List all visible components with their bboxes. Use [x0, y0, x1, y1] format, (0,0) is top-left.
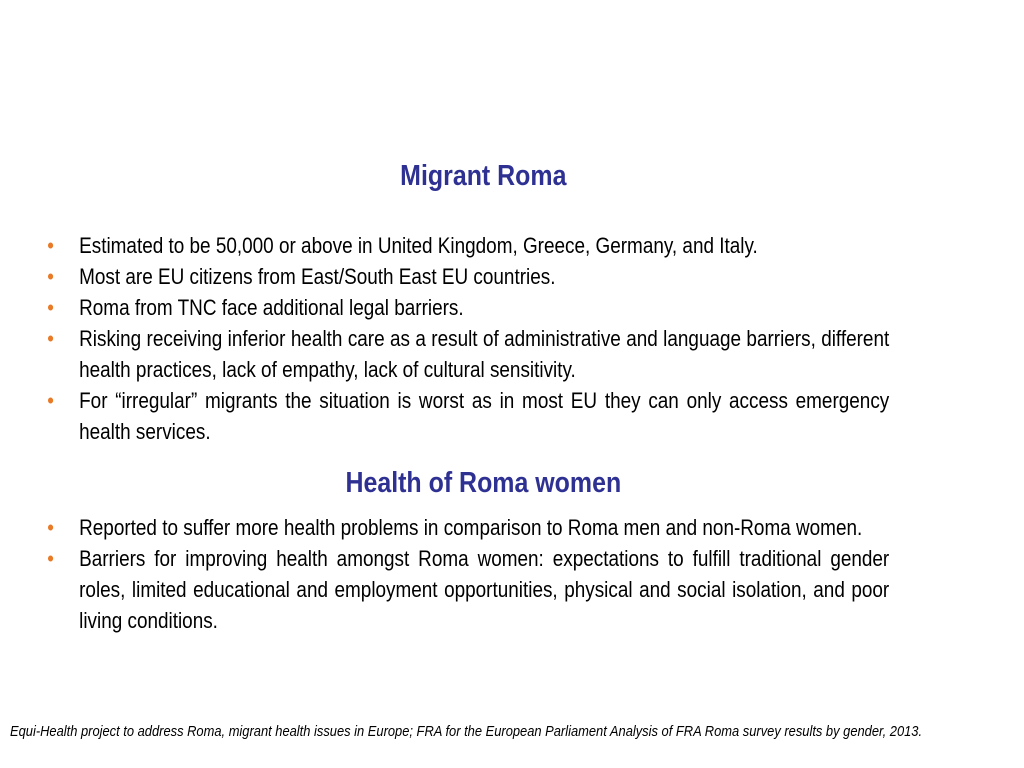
list-item	[0, 543, 889, 636]
list-item	[0, 230, 889, 261]
bullet-text: Roma from TNC face additional legal barriers.	[79, 295, 464, 320]
bullet-text: Estimated to be 50,000 or above in United Kingdom, Greece, Germany, and Italy.	[79, 233, 758, 258]
bullet-icon: •	[47, 264, 54, 289]
bullet-icon: •	[47, 295, 54, 320]
bullet-list-roma-women	[0, 512, 889, 636]
list-item	[0, 292, 889, 323]
bullet-text: Reported to suffer more health problems in comparison to Roma men and non-Roma women.	[79, 515, 863, 540]
bullet-text: Risking receiving inferior health care as a result of administrative and language barriers, different health practices, lack of empathy, lack of cultural sensitivity.	[79, 326, 890, 382]
bullet-list-migrant-roma	[0, 230, 889, 447]
bullet-text: Most are EU citizens from East/South East EU countries.	[79, 264, 556, 289]
bullet-icon: •	[47, 326, 54, 351]
bullet-icon: •	[47, 388, 54, 413]
list-item	[0, 385, 889, 447]
bullet-text: For “irregular” migrants the situation is worst as in most EU they can only access emergency health services.	[79, 388, 890, 444]
section-heading-roma-women: Health of Roma women	[345, 467, 622, 499]
list-item	[0, 512, 889, 543]
list-item	[0, 261, 889, 292]
bullet-text: Barriers for improving health amongst Roma women: expectations to fulfill traditional gender roles, limited educational and employment opportunities, physical and social isolation, and poor living conditions.	[79, 546, 890, 633]
list-item	[0, 323, 889, 385]
section-heading-migrant-roma: Migrant Roma	[400, 160, 567, 192]
bullet-icon: •	[47, 233, 54, 258]
footnote-citation: Equi-Health project to address Roma, migrant health issues in Europe; FRA for the European Parliament Analysis of FRA Roma survey results by gender, 2013.	[10, 723, 923, 740]
bullet-icon: •	[47, 546, 54, 571]
bullet-icon: •	[47, 515, 54, 540]
